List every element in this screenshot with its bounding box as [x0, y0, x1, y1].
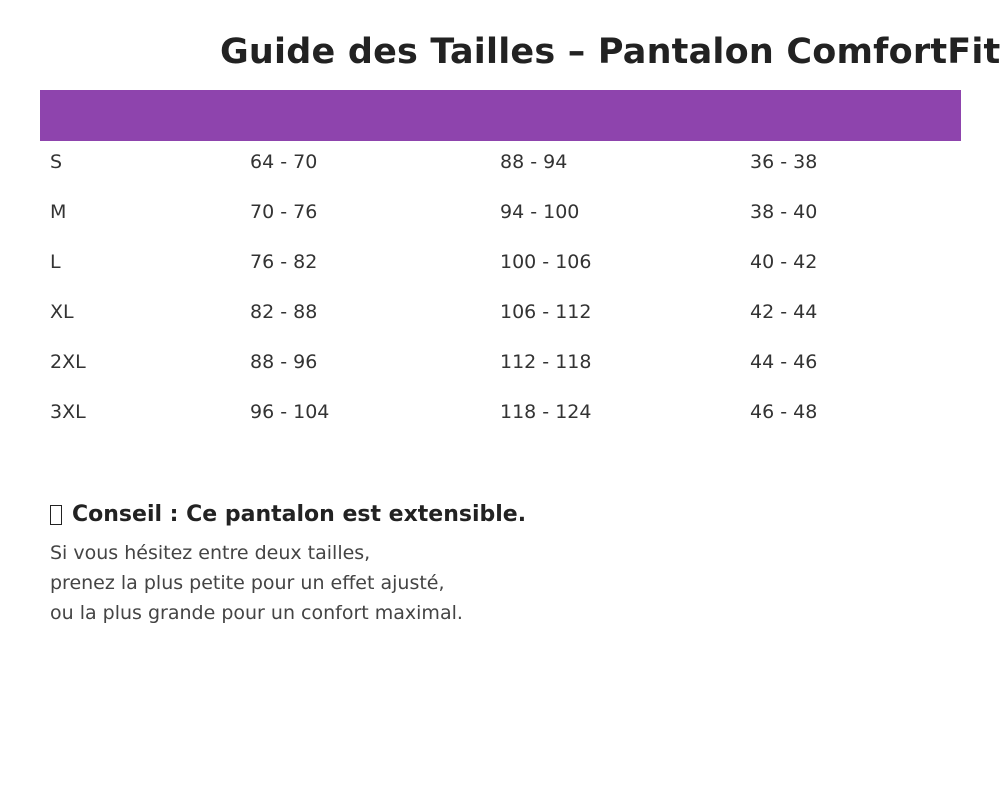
column-header [270, 90, 500, 141]
tip-heading: Conseil : Ce pantalon est extensible. [72, 502, 527, 527]
table-header [40, 90, 961, 141]
waist-cell: 70 - 76 [250, 201, 318, 223]
eu-size-cell: 46 - 48 [750, 401, 818, 423]
waist-cell: 76 - 82 [250, 251, 318, 273]
hip-cell: 112 - 118 [500, 351, 592, 373]
table-row [40, 237, 961, 287]
hip-cell: 94 - 100 [500, 201, 580, 223]
table-row [40, 337, 961, 387]
eu-size-cell: 40 - 42 [750, 251, 818, 273]
table-body [40, 137, 961, 437]
size-cell: S [50, 151, 63, 173]
page-title: Guide des Tailles – Pantalon ComfortFit [220, 32, 1000, 72]
hip-cell: 100 - 106 [500, 251, 592, 273]
waist-cell: 64 - 70 [250, 151, 318, 173]
tip-heading-row [50, 500, 526, 530]
tip-line: prenez la plus petite pour un effet ajusté, [50, 572, 445, 594]
size-cell: XL [50, 301, 74, 323]
hip-cell: 88 - 94 [500, 151, 568, 173]
column-header [501, 90, 731, 141]
size-cell: 3XL [50, 401, 86, 423]
sizing-tip [50, 500, 526, 628]
hip-cell: 118 - 124 [500, 401, 592, 423]
eu-size-cell: 44 - 46 [750, 351, 818, 373]
table-row [40, 387, 961, 437]
eu-size-cell: 38 - 40 [750, 201, 818, 223]
tip-line: ou la plus grande pour un confort maximal. [50, 602, 463, 624]
column-header [731, 90, 961, 141]
size-cell: 2XL [50, 351, 86, 373]
table-row [40, 137, 961, 187]
waist-cell: 96 - 104 [250, 401, 330, 423]
size-table [40, 90, 961, 437]
size-cell: M [50, 201, 67, 223]
table-row [40, 187, 961, 237]
hip-cell: 106 - 112 [500, 301, 592, 323]
waist-cell: 88 - 96 [250, 351, 318, 373]
missing-glyph-icon [50, 505, 62, 525]
tip-text [50, 538, 526, 628]
column-header [40, 90, 270, 141]
tip-line: Si vous hésitez entre deux tailles, [50, 542, 371, 564]
table-row [40, 287, 961, 337]
size-cell: L [50, 251, 61, 273]
eu-size-cell: 42 - 44 [750, 301, 818, 323]
waist-cell: 82 - 88 [250, 301, 318, 323]
eu-size-cell: 36 - 38 [750, 151, 818, 173]
